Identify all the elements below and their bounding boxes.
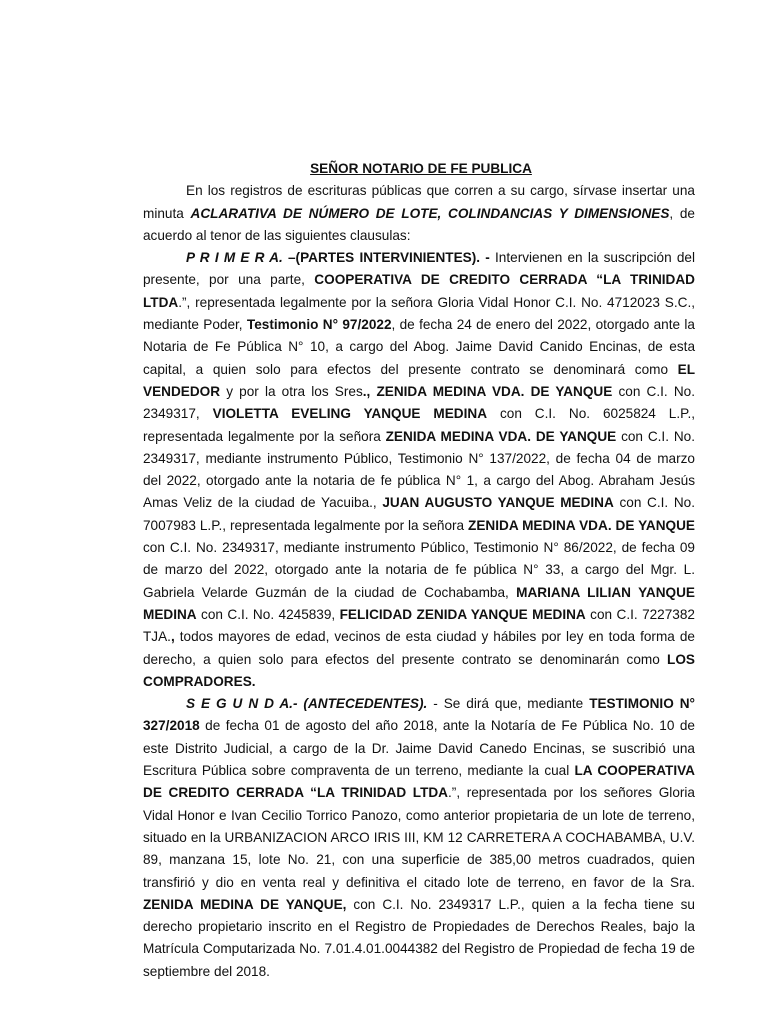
text-segment: .”, representada legalmente por la señora Gloria Vidal Honor C.I. No. 4712023 S.C., mediante Poder, bbox=[143, 294, 695, 333]
punctuation: , bbox=[170, 629, 175, 645]
text-segment: , de fecha 24 de enero del 2022, otorgado ante la Notaria de Fe Pública N° 10, a cargo del Abog. Jaime David Canido Encinas, de esta capital, a quien solo para efectos del presente contrato se denominará como bbox=[143, 317, 695, 377]
text-segment: y por la otra los Sres bbox=[220, 383, 363, 399]
party-name: JUAN AUGUSTO YANQUE MEDINA bbox=[382, 495, 614, 511]
party-role: LOS COMPRADORES. bbox=[143, 651, 695, 689]
document-title: SEÑOR NOTARIO DE FE PUBLICA bbox=[310, 161, 532, 176]
text-segment: con C.I. No. 2349317, mediante instrumento Público, Testimonio N° 137/2022, de fecha 04 de marzo del 2022, otorgado ante la notaria de fe pública N° 1, a cargo del Abog. Abraham Jesús Amas Veliz de la ciudad de Yacuiba., bbox=[143, 428, 695, 511]
text-segment: - Se dirá que, mediante bbox=[427, 696, 590, 712]
text-segment: En los registros de escrituras públicas que corren a su cargo, sírvase insertar una minuta bbox=[143, 183, 695, 221]
text-segment: con C.I. No. 7007983 L.P., representada legalmente por la señora bbox=[143, 495, 696, 533]
clause-label: S E G U N D A.- (ANTECEDENTES). bbox=[186, 696, 428, 712]
text-segment: .”, representada por los señores Gloria Vidal Honor e Ivan Cecilio Torrico Panozo, como anterior propietaria de un lote de terreno, situado en la URBANIZACION ARCO IRIS III, KM 12 CARRETERA A COCHABAMBA, U.V. 89, manzana 15, lote No. 21, con una superficie de 385,00 metros cuadrados, quien transfirió y dio en venta real y definitiva el citado lote de terreno, en favor de la Sra. bbox=[143, 785, 695, 890]
party-name: MARIANA LILIAN YANQUE MEDINA bbox=[143, 584, 695, 622]
text-segment: con C.I. No. 4245839, bbox=[196, 606, 340, 622]
text-segment: Intervienen en la suscripción del presente, por una parte, bbox=[143, 250, 695, 288]
intro-paragraph bbox=[143, 180, 695, 247]
party-name: ., ZENIDA MEDINA VDA. DE YANQUE bbox=[362, 383, 613, 399]
text-segment: con C.I. No. 2349317 L.P., quien a la fecha tiene su derecho propietario inscrito en el Registro de Propiedades de Derechos Reales, bajo la Matrícula Computarizada No. 7.01.4.01.0044382 del Registro de Propiedad de fecha 19 de septiembre del 2018. bbox=[143, 896, 695, 979]
clause-primera-paragraph bbox=[143, 247, 695, 693]
text-segment: con C.I. No. 2349317, mediante instrumento Público, Testimonio N° 86/2022, de fecha 09 de marzo del 2022, otorgado ante la notaria de fe pública N° 33, a cargo del Mgr. L. Gabriela Velarde Guzmán de la ciudad de Cochabamba, bbox=[143, 540, 695, 600]
party-name: ZENIDA MEDINA DE YANQUE, bbox=[143, 896, 347, 912]
text-segment: de fecha 01 de agosto del año 2018, ante la Notaría de Fe Pública No. 10 de este Distrito Judicial, a cargo de la Dr. Jaime David Canedo Encinas, se suscribió una Escritura Pública sobre compraventa de un terreno, mediante la cual bbox=[143, 718, 695, 779]
testimonio-ref: Testimonio N° 97/2022 bbox=[246, 317, 392, 333]
document-body bbox=[143, 158, 695, 983]
text-segment: con C.I. No. 2349317, bbox=[143, 383, 695, 422]
text-segment: con C.I. No. 6025824 L.P., representada legalmente por la señora bbox=[143, 406, 695, 444]
testimonio-ref: TESTIMONIO N° 327/2018 bbox=[143, 696, 695, 734]
text-segment: , de acuerdo al tenor de las siguientes clausulas: bbox=[143, 205, 695, 243]
text-segment: todos mayores de edad, vecinos de esta ciudad y hábiles por ley en toda forma de derecho, a quien solo para efectos del presente contrato se denominarán como bbox=[143, 629, 695, 667]
party-name: VIOLETTA EVELING YANQUE MEDINA bbox=[212, 406, 488, 422]
clause-label: P R I M E R A. bbox=[186, 250, 283, 266]
party-name: ZENIDA MEDINA VDA. DE YANQUE bbox=[468, 517, 696, 533]
party-name: FELICIDAD ZENIDA YANQUE MEDINA bbox=[339, 606, 586, 622]
party-role: EL VENDEDOR bbox=[143, 361, 695, 399]
party-name: ZENIDA MEDINA VDA. DE YANQUE bbox=[385, 428, 617, 444]
text-segment: con C.I. 7227382 TJA. bbox=[143, 606, 695, 645]
clause-heading: –(PARTES INTERVINIENTES). - bbox=[282, 250, 496, 266]
party-name: LA COOPERATIVA DE CREDITO CERRADA “LA TRINIDAD LTDA bbox=[143, 763, 695, 801]
party-name: COOPERATIVA DE CREDITO CERRADA “LA TRINIDAD LTDA bbox=[143, 272, 696, 310]
clause-segunda-paragraph bbox=[143, 693, 695, 983]
emphasis-segment: ACLARATIVA DE NÚMERO DE LOTE, COLINDANCIAS Y DIMENSIONES bbox=[190, 205, 670, 221]
